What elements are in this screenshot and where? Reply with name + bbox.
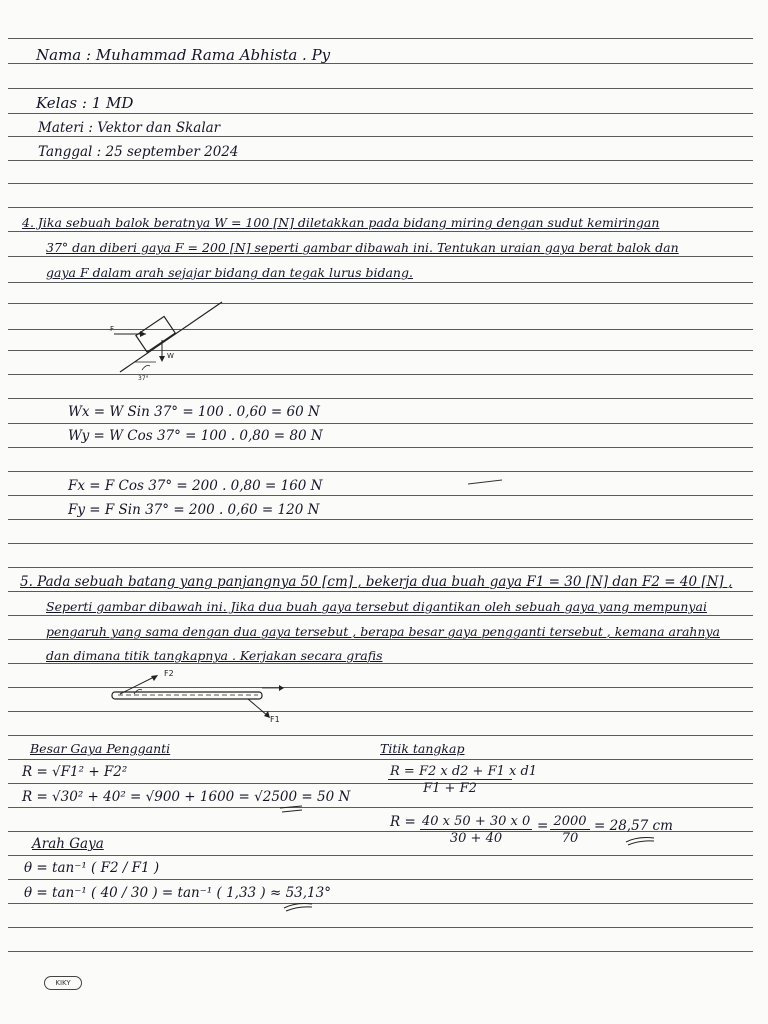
titik-result-denominator: 70 xyxy=(561,831,579,846)
rule-line xyxy=(8,398,753,399)
weight-w-label: W xyxy=(167,352,174,360)
answer-underline xyxy=(278,804,306,814)
direction-calc: θ = tan⁻¹ ( 40 / 30 ) = tan⁻¹ ( 1,33 ) ≈ 53,13° xyxy=(24,885,331,901)
rule-line xyxy=(8,231,753,232)
titik-calc-denominator: 30 + 40 xyxy=(449,831,503,846)
wy-calc: Wy = W Cos 37° = 100 . 0,80 = 80 N xyxy=(68,428,323,444)
rule-line xyxy=(8,927,753,928)
q5-line-3: pengaruh yang sama dengan dua gaya tersebut , berapa besar gaya pengganti tersebut , kemana arahnya xyxy=(46,624,721,639)
student-name: Nama : Muhammad Rama Abhista . Py xyxy=(36,46,331,64)
q4-line-1: 4. Jika sebuah balok beratnya W = 100 [N] diletakkan pada bidang miring dengan sudut kemiringan xyxy=(22,215,660,230)
notebook-logo: KIKY xyxy=(44,976,82,990)
rule-line xyxy=(8,447,753,448)
answer-underline xyxy=(282,900,316,912)
rule-line xyxy=(8,136,753,137)
titik-calc-fraction xyxy=(420,814,532,846)
arah-gaya-title: Arah Gaya xyxy=(32,836,104,852)
rod-diagram xyxy=(108,664,298,724)
rule-line xyxy=(8,282,753,283)
titik-tangkap-title: Titik tangkap xyxy=(380,741,465,756)
rule-line xyxy=(8,38,753,39)
titik-result-numerator: 2000 xyxy=(550,814,590,830)
wx-calc: Wx = W Sin 37° = 100 . 0,60 = 60 N xyxy=(68,404,320,420)
student-class: Kelas : 1 MD xyxy=(36,94,134,112)
rule-line xyxy=(8,256,753,257)
titik-calc-numerator: 40 x 50 + 30 x 0 xyxy=(422,814,531,829)
rule-line xyxy=(8,183,753,184)
q4-line-2: 37° dan diberi gaya F = 200 [N] seperti gambar dibawah ini. Tentukan uraian gaya berat balok dan xyxy=(46,240,679,255)
rule-line xyxy=(8,543,753,544)
titik-r: R = xyxy=(390,814,416,830)
fx-calc: Fx = F Cos 37° = 200 . 0,80 = 160 N xyxy=(68,478,323,494)
titik-result: = 28,57 cm xyxy=(594,818,673,834)
besar-gaya-title: Besar Gaya Pengganti xyxy=(30,741,171,756)
inclined-plane-diagram xyxy=(100,300,240,380)
q5-line-1: 5. Pada sebuah batang yang panjangnya 50 [cm] , bekerja dua buah gaya F1 = 30 [N] dan F2 = 40 [N] , xyxy=(20,574,733,590)
rule-line xyxy=(8,855,753,856)
answer-underline xyxy=(624,834,658,846)
f1-label: F1 xyxy=(270,715,280,724)
rule-line xyxy=(8,567,753,568)
fy-calc: Fy = F Sin 37° = 200 . 0,60 = 120 N xyxy=(68,502,320,518)
rule-line xyxy=(8,471,753,472)
pen-stroke xyxy=(466,478,506,486)
q5-line-2: Seperti gambar dibawah ini. Jika dua buah gaya tersebut digantikan oleh sebuah gaya yang mempunyai xyxy=(46,599,707,614)
q5-line-4: dan dimana titik tangkapnya . Kerjakan secara grafis xyxy=(46,648,383,663)
subject: Materi : Vektor dan Skalar xyxy=(38,120,221,136)
titik-formula xyxy=(388,764,538,796)
rule-line xyxy=(8,207,753,208)
angle-label: 37° xyxy=(138,375,149,382)
q4-line-3: gaya F dalam arah sejajar bidang dan tegak lurus bidang. xyxy=(46,265,413,280)
force-f-label: F xyxy=(110,325,115,333)
titik-formula-numerator: R = F2 x d2 + F1 x d1 xyxy=(390,764,538,779)
rule-line xyxy=(8,783,753,784)
rule-line xyxy=(8,903,753,904)
titik-formula-denominator: F1 + F2 xyxy=(423,781,477,796)
date: Tanggal : 25 september 2024 xyxy=(38,144,239,160)
rule-line xyxy=(8,591,753,592)
rule-line xyxy=(8,615,753,616)
rule-line xyxy=(8,807,753,808)
rule-line xyxy=(8,88,753,89)
rule-line xyxy=(8,423,753,424)
rule-line xyxy=(8,495,753,496)
rule-line xyxy=(8,519,753,520)
rule-line xyxy=(8,759,753,760)
titik-result-fraction xyxy=(550,814,590,846)
titik-eq: = xyxy=(537,818,549,834)
resultant-calc: R = √30² + 40² = √900 + 1600 = √2500 = 50 N xyxy=(22,789,351,805)
rule-line xyxy=(8,735,753,736)
direction-formula: θ = tan⁻¹ ( F2 / F1 ) xyxy=(24,860,160,876)
rule-line xyxy=(8,879,753,880)
resultant-formula: R = √F1² + F2² xyxy=(22,764,128,780)
rule-line xyxy=(8,951,753,952)
rule-line xyxy=(8,160,753,161)
f2-label: F2 xyxy=(164,669,174,678)
rule-line xyxy=(8,113,753,114)
